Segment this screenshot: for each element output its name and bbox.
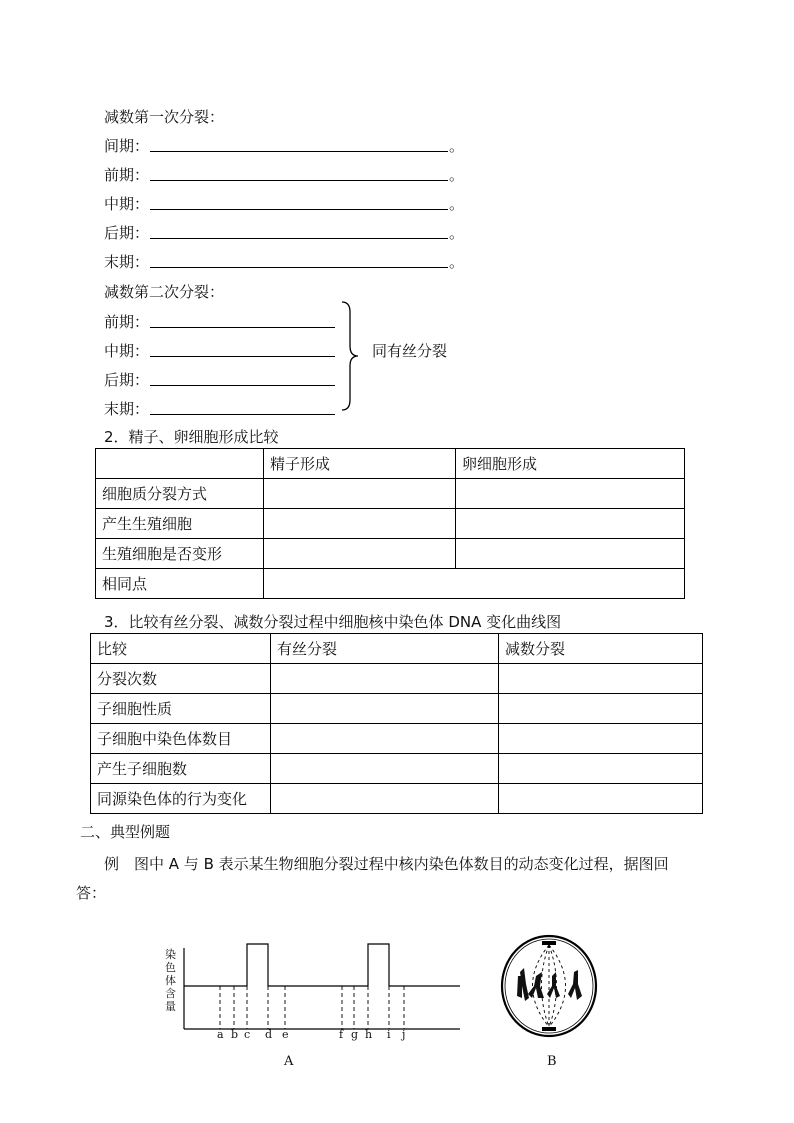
point-label: h <box>365 1028 373 1041</box>
point-label: a <box>217 1028 224 1041</box>
point-label: f <box>339 1028 344 1041</box>
answer-cell[interactable] <box>456 479 685 509</box>
figure-a-ylabel: 染色体含量 <box>165 948 176 1013</box>
point-label: g <box>351 1028 359 1041</box>
table-row <box>96 539 685 569</box>
row-end: 。 <box>449 253 465 271</box>
row-end: 。 <box>449 166 465 184</box>
chromosomes <box>517 968 582 1001</box>
fill-blank[interactable] <box>150 267 448 268</box>
point-label: i <box>387 1028 391 1041</box>
dashed-guides <box>220 986 404 1029</box>
row-label-cell: 子细胞中染色体数目 <box>91 724 271 754</box>
row-label: 后期： <box>104 371 150 389</box>
table-row <box>91 694 703 724</box>
fill-blank[interactable] <box>150 151 448 152</box>
answer-cell[interactable] <box>456 509 685 539</box>
answer-cell[interactable] <box>264 569 685 599</box>
centrosome-top <box>542 941 556 945</box>
row-label-cell: 同源染色体的行为变化 <box>91 784 271 814</box>
answer-cell[interactable] <box>264 479 456 509</box>
row-label: 后期： <box>104 224 150 242</box>
answer-cell[interactable] <box>271 754 499 784</box>
centrosome-bottom <box>542 1027 556 1031</box>
row-label-cell: 产生生殖细胞 <box>96 509 264 539</box>
table-row <box>91 664 703 694</box>
row-label-cell: 生殖细胞是否变形 <box>96 539 264 569</box>
row-end: 。 <box>449 137 465 155</box>
answer-cell[interactable] <box>264 539 456 569</box>
answer-cell[interactable] <box>499 754 703 784</box>
row-end: 。 <box>449 224 465 242</box>
figure-a-caption: A <box>284 1054 294 1069</box>
row-label-cell: 子细胞性质 <box>91 694 271 724</box>
answer-cell[interactable] <box>271 784 499 814</box>
table-row <box>91 784 703 814</box>
right-brace <box>338 300 362 412</box>
section2-title: 2．精子、卵细胞形成比较 <box>104 428 279 446</box>
answer-cell[interactable] <box>499 694 703 724</box>
row-label: 前期： <box>104 313 150 331</box>
row-label: 间期： <box>104 137 150 155</box>
section3-title: 3．比较有丝分裂、减数分裂过程中细胞核中染色体 DNA 变化曲线图 <box>104 613 562 631</box>
row-label-cell: 分裂次数 <box>91 664 271 694</box>
fill-blank[interactable] <box>150 238 448 239</box>
answer-cell[interactable] <box>271 664 499 694</box>
fill-blank[interactable] <box>150 385 335 386</box>
meiosis-one-heading: 减数第一次分裂： <box>104 108 225 126</box>
fill-blank[interactable] <box>150 414 335 415</box>
row-label: 末期： <box>104 400 150 418</box>
point-label: c <box>244 1028 251 1041</box>
example-question-cont: 答： <box>76 884 107 902</box>
point-label: j <box>402 1028 406 1041</box>
table-row <box>91 754 703 784</box>
header-cell: 卵细胞形成 <box>456 449 685 479</box>
examples-heading: 二、典型例题 <box>80 823 171 841</box>
fill-blank[interactable] <box>150 180 448 181</box>
answer-cell[interactable] <box>264 509 456 539</box>
table-row <box>96 479 685 509</box>
answer-cell[interactable] <box>456 539 685 569</box>
answer-cell[interactable] <box>271 724 499 754</box>
brace-note: 同有丝分裂 <box>372 342 448 360</box>
chromosome-curve <box>184 944 460 986</box>
row-label: 末期： <box>104 253 150 271</box>
table-header-row <box>91 634 703 664</box>
chromosome-count-graph <box>182 938 464 1038</box>
header-cell: 精子形成 <box>264 449 456 479</box>
row-label: 前期： <box>104 166 150 184</box>
header-cell <box>96 449 264 479</box>
point-label: d <box>265 1028 273 1041</box>
point-label: b <box>231 1028 239 1041</box>
table-row <box>91 724 703 754</box>
header-cell: 比较 <box>91 634 271 664</box>
example-question: 例 图中 A 与 B 表示某生物细胞分裂过程中核内染色体数目的动态变化过程，据图回 <box>104 855 669 873</box>
row-label: 中期： <box>104 195 150 213</box>
fill-blank[interactable] <box>150 327 335 328</box>
mitosis-meiosis-comparison-table <box>90 633 703 814</box>
meiosis-two-heading: 减数第二次分裂： <box>104 283 225 301</box>
sperm-egg-comparison-table <box>95 448 685 599</box>
point-label: e <box>282 1028 289 1041</box>
figure-b-caption: B <box>547 1054 557 1069</box>
header-cell: 减数分裂 <box>499 634 703 664</box>
table-header-row <box>96 449 685 479</box>
fill-blank[interactable] <box>150 209 448 210</box>
row-label-cell: 相同点 <box>96 569 264 599</box>
answer-cell[interactable] <box>499 784 703 814</box>
point-label-row <box>182 1028 464 1042</box>
fill-blank[interactable] <box>150 356 335 357</box>
table-row <box>96 509 685 539</box>
answer-cell[interactable] <box>271 694 499 724</box>
answer-cell[interactable] <box>499 724 703 754</box>
row-label-cell: 细胞质分裂方式 <box>96 479 264 509</box>
row-end: 。 <box>449 195 465 213</box>
table-row <box>96 569 685 599</box>
cell-division-drawing <box>498 932 600 1040</box>
answer-cell[interactable] <box>499 664 703 694</box>
row-label: 中期： <box>104 342 150 360</box>
header-cell: 有丝分裂 <box>271 634 499 664</box>
row-label-cell: 产生子细胞数 <box>91 754 271 784</box>
